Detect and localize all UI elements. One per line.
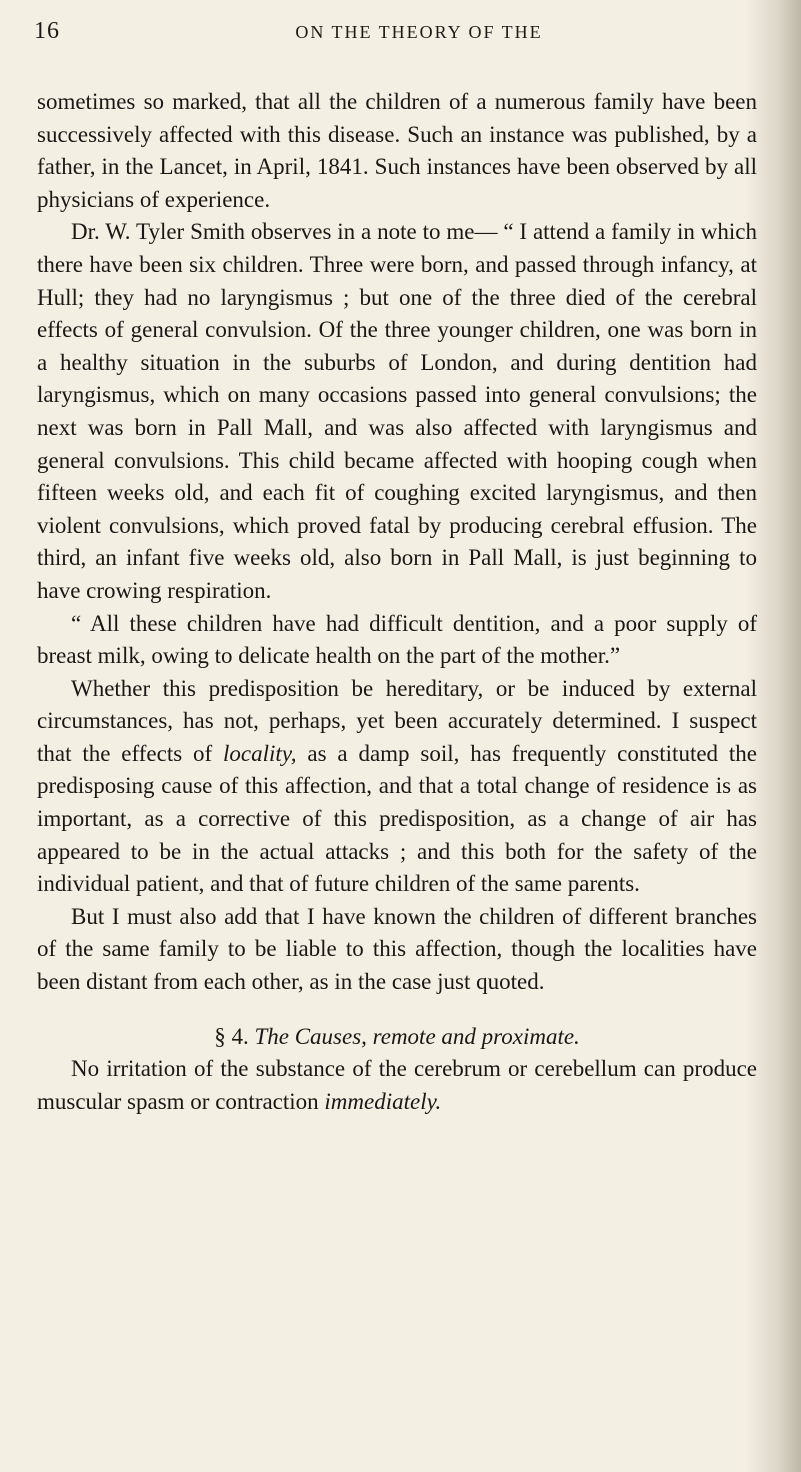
paragraph-1: sometimes so marked, that all the children of a numerous family have been successively affected with this disease. Such an instance was published, by a father, in the Lancet, in April, 1841. Such instances have been observed by all physicians of experience. — [37, 89, 757, 212]
body-text — [37, 86, 757, 1118]
paragraph-4-italic: locality, — [223, 740, 297, 766]
section-number: § 4. — [214, 1023, 249, 1049]
paragraph-6-italic: immediately. — [324, 1088, 442, 1114]
section-title: The Causes, remote and proximate. — [254, 1023, 580, 1049]
page-header — [34, 18, 774, 54]
paragraph-5: But I must also add that I have known the children of different branches of the same family to be liable to this affection, though the localities have been distant from each other, as in the case just quoted. — [37, 903, 757, 995]
page-number: 16 — [34, 18, 60, 44]
paragraph-6 — [37, 1053, 757, 1118]
paragraph-4-text-end: as a damp soil, has frequently constituted the predisposing cause of this affection, and that a total change of residence is as important, as a corrective of this predisposition, as a change of air has appeared to be in the actual attacks ; and this both for the safety of the individual patient, and that of future children of the same parents. — [37, 740, 757, 897]
paragraph-6-text: No irritation of the substance of the cerebrum or cerebellum can produce muscular spasm or contraction — [37, 1056, 757, 1114]
paragraph-4-text-start: Whether this predisposition be hereditary, or be induced by external circumstances, has not, perhaps, yet been accurately determined. I suspect that the effects of — [37, 675, 757, 766]
running-head: ON THE THEORY OF THE — [295, 22, 543, 42]
paragraph-3: “ All these children have had difficult dentition, and a poor supply of breast milk, owing to delicate health on the part of the mother.” — [37, 610, 757, 669]
paragraph-4 — [37, 673, 757, 901]
paragraph-2: Dr. W. Tyler Smith observes in a note to me— “ I attend a family in which there have been six children. Three were born, and passed through infancy, at Hull; they had no laryngismus ; but one of the three died of the cerebral effects of general convulsion. Of the three younger children, one was born in a healthy situation in the suburbs of London, and during dentition had laryngismus, which on many occasions passed into general convulsions; the next was born in Pall Mall, and was also affected with laryngismus and general convulsions. This child became affected with hooping cough when fifteen weeks old, and each fit of coughing excited laryngismus, and then violent convulsions, which proved fatal by producing cerebral effusion. The third, an infant five weeks old, also born in Pall Mall, is just beginning to have crowing respiration. — [37, 219, 757, 603]
section-heading — [37, 1021, 757, 1054]
